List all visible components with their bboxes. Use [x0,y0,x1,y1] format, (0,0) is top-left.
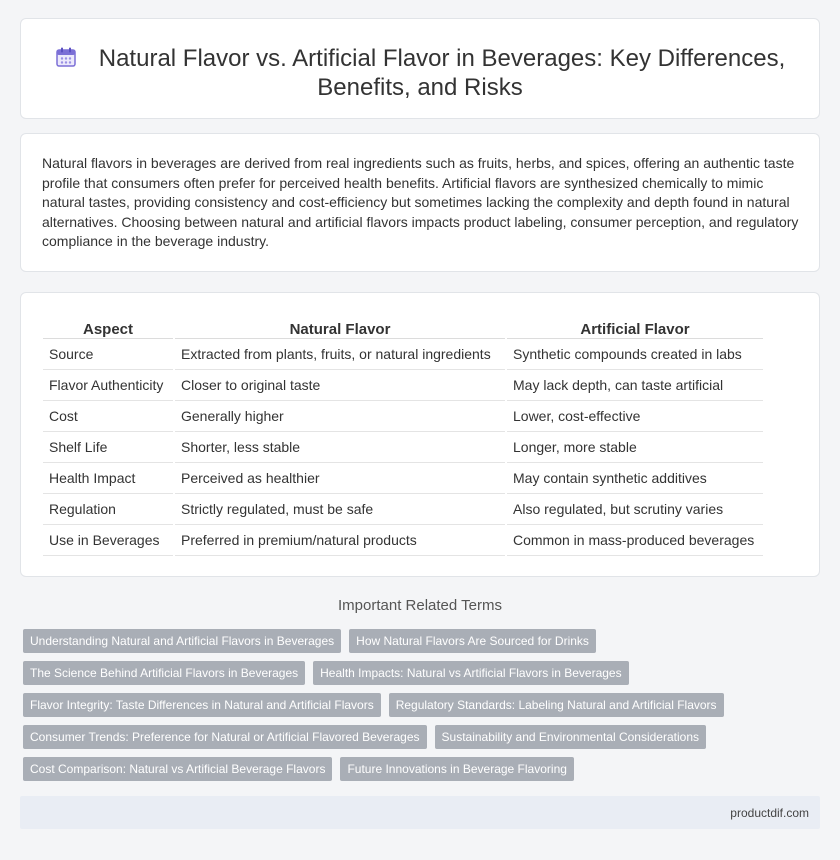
header-aspect: Aspect [43,316,174,338]
page-title-block [21,44,819,102]
table-row [43,462,763,493]
cell-aspect: Use in Beverages [43,524,174,555]
cell-aspect: Regulation [43,493,174,524]
cell-artificial: Also regulated, but scrutiny varies [506,493,763,524]
cell-artificial: Common in mass-produced beverages [506,524,763,555]
page-title: Natural Flavor vs. Artificial Flavor in Beverages: Key Differences, Benefits, and Risks [98,45,786,101]
related-terms-heading: Important Related Terms [338,597,502,614]
comparison-table [43,316,763,556]
table-row [43,369,763,400]
cell-artificial: May contain synthetic additives [506,462,763,493]
related-term-link[interactable]: Regulatory Standards: Labeling Natural and Artificial Flavors [389,693,724,717]
intro-card [20,133,820,272]
related-term-link[interactable]: Consumer Trends: Preference for Natural or Artificial Flavored Beverages [23,725,427,749]
cell-aspect: Flavor Authenticity [43,369,174,400]
title-card [20,18,820,119]
table-header-row [43,316,763,338]
cell-natural: Strictly regulated, must be safe [174,493,506,524]
related-terms-list [23,629,803,781]
cell-natural: Perceived as healthier [174,462,506,493]
related-term-link[interactable]: How Natural Flavors Are Sourced for Drinks [349,629,596,653]
footer [20,796,820,829]
cell-aspect: Cost [43,400,174,431]
cell-natural: Preferred in premium/natural products [174,524,506,555]
intro-paragraph: Natural flavors in beverages are derived from real ingredients such as fruits, herbs, and spices, offering an authentic taste profile that consumers often prefer for perceived health benefits. Artificial flavors are synthesized chemically to mimic natural tastes, providing consistency and cost-efficiency but sometimes lacking the complexity and depth found in natural alternatives. Choosing between natural and artificial flavors impacts product labeling, consumer perception, and regulatory compliance in the beverage industry. [42,155,799,249]
related-term-link[interactable]: Understanding Natural and Artificial Flavors in Beverages [23,629,341,653]
table-row [43,400,763,431]
cell-aspect: Shelf Life [43,431,174,462]
cell-aspect: Source [43,338,174,369]
cell-artificial: May lack depth, can taste artificial [506,369,763,400]
calendar-icon [55,46,77,68]
cell-artificial: Longer, more stable [506,431,763,462]
table-row [43,524,763,555]
table-row [43,431,763,462]
table-row [43,493,763,524]
cell-natural: Generally higher [174,400,506,431]
footer-site-link[interactable]: productdif.com [730,806,809,820]
related-term-link[interactable]: Health Impacts: Natural vs Artificial Flavors in Beverages [313,661,628,685]
cell-artificial: Synthetic compounds created in labs [506,338,763,369]
related-term-link[interactable]: The Science Behind Artificial Flavors in Beverages [23,661,305,685]
cell-artificial: Lower, cost-effective [506,400,763,431]
cell-natural: Extracted from plants, fruits, or natural ingredients [174,338,506,369]
related-term-link[interactable]: Flavor Integrity: Taste Differences in Natural and Artificial Flavors [23,693,381,717]
related-term-link[interactable]: Cost Comparison: Natural vs Artificial Beverage Flavors [23,757,332,781]
related-term-link[interactable]: Sustainability and Environmental Considerations [435,725,706,749]
cell-natural: Shorter, less stable [174,431,506,462]
related-term-link[interactable]: Future Innovations in Beverage Flavoring [340,757,573,781]
cell-natural: Closer to original taste [174,369,506,400]
cell-aspect: Health Impact [43,462,174,493]
header-artificial-flavor: Artificial Flavor [506,316,763,338]
header-natural-flavor: Natural Flavor [174,316,506,338]
comparison-card [20,292,820,577]
table-row [43,338,763,369]
